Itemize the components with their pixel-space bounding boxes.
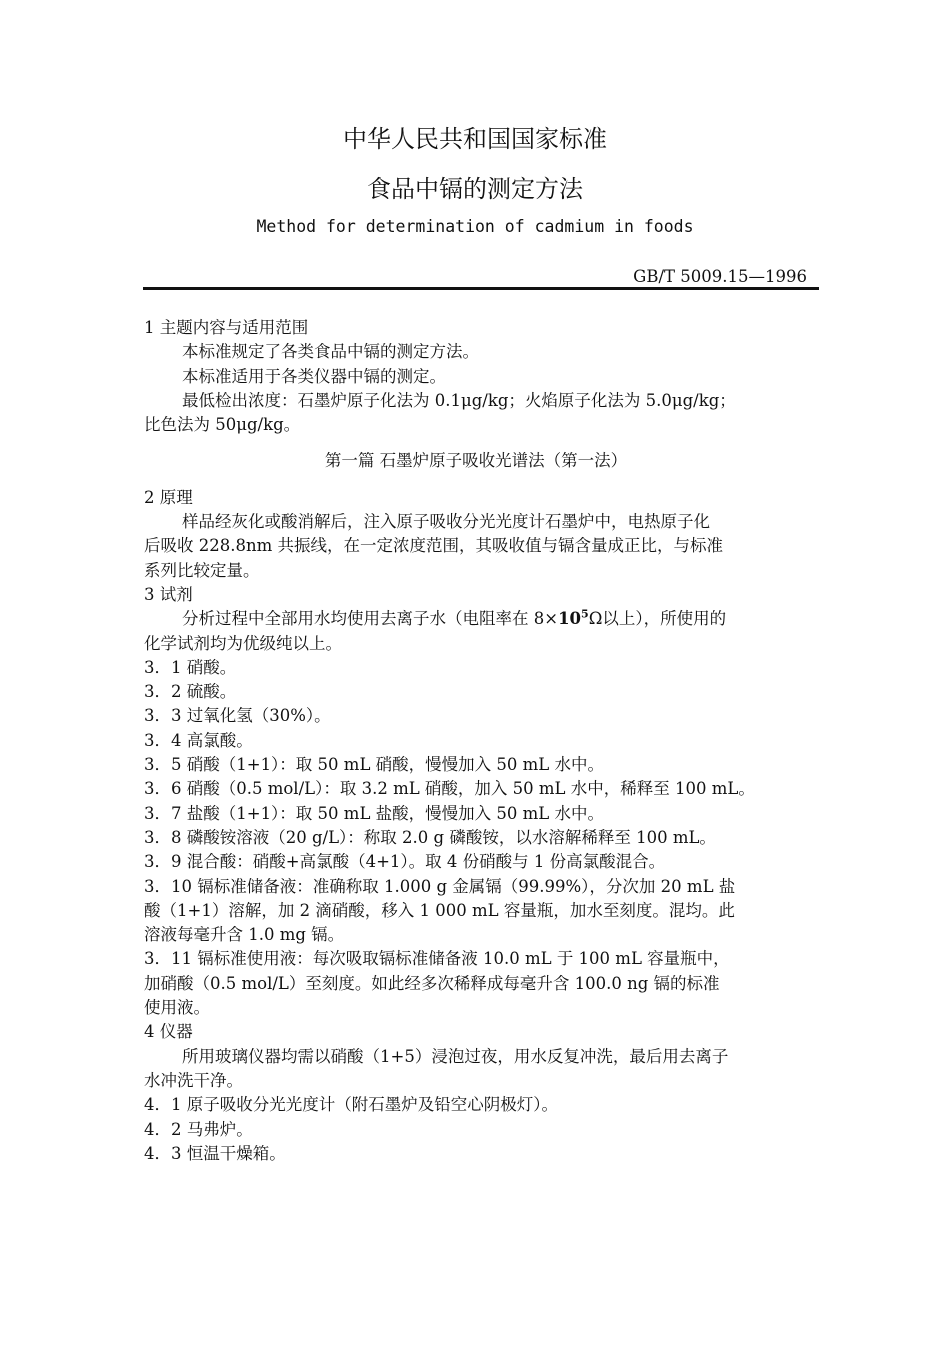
instrument-item: 4．3 恒温干燥箱。 [144,1143,286,1163]
intro-text: 分析过程中全部用水均使用去离子水（电阻率在 8× [182,609,559,629]
english-title: Method for determination of cadmium in foods [256,217,694,236]
reagent-item: 3．8 磷酸铵溶液（20 g/L）：称取 2.0 g 磷酸铵，以水溶解稀释至 100 mL。 [144,827,716,847]
section-1-paragraph: 本标准适用于各类仪器中镉的测定。 [182,366,446,386]
reagent-item-11-cont: 加硝酸（0.5 mol/L）至刻度。如此经多次稀释成每毫升含 100.0 ng 镉的标准 [144,973,720,993]
section-2-heading: 2 原理 [144,487,193,507]
section-1-heading: 1 主题内容与适用范围 [144,318,309,337]
header-divider [143,287,819,290]
section-2-line: 样品经灰化或酸消解后，注入原子吸收分光光度计石墨炉中，电热原子化 [182,512,710,532]
section-4-intro: 所用玻璃仪器均需以硝酸（1+5）浸泡过夜，用水反复冲洗，最后用去离子 [182,1046,729,1066]
reagent-item-11-cont: 使用液。 [144,998,210,1018]
document-body [144,316,808,1166]
intro-text: Ω以上），所使用的 [588,609,727,629]
section-1-paragraph: 最低检出浓度：石墨炉原子化法为 0.1μg/kg；火焰原子化法为 5.0μg/kg； [182,390,736,410]
instrument-item: 4．2 马弗炉。 [144,1119,253,1139]
reagent-item: 3．6 硝酸（0.5 mol/L）：取 3.2 mL 硝酸，加入 50 mL 水中，稀释至 100 mL。 [144,779,755,799]
document-subtitle: 食品中镉的测定方法 [367,175,583,203]
standard-number: GB/T 5009.15—1996 [633,267,807,286]
section-2-line: 后吸收 228.8nm 共振线，在一定浓度范围，其吸收值与镉含量成正比，与标准 [144,536,723,556]
reagent-item: 3．2 硫酸。 [144,682,237,702]
reagent-item: 3．5 硝酸（1+1）：取 50 mL 硝酸，慢慢加入 50 mL 水中。 [144,755,604,775]
reagent-item-11: 3．11 镉标准使用液：每次吸取镉标准储备液 10.0 mL 于 100 mL 容量瓶中， [144,949,730,969]
part-1-title: 第一篇 石墨炉原子吸收光谱法（第一法） [324,451,628,471]
section-4-intro-cont: 水冲洗干净。 [144,1070,243,1090]
reagent-item: 3．3 过氧化氢（30%）。 [144,706,331,726]
section-1-paragraph-cont: 比色法为 50μg/kg。 [144,415,301,435]
reagent-item-10: 3．10 镉标准储备液：准确称取 1.000 g 金属镉（99.99%），分次加 20 mL 盐 [144,876,736,896]
section-3-heading: 3 试剂 [144,584,193,604]
reagent-item: 3．1 硝酸。 [144,657,237,677]
power-exponent: 5 [581,607,589,621]
section-4-heading: 4 仪器 [144,1022,193,1042]
section-3-intro [144,607,808,631]
instrument-item: 4．1 原子吸收分光光度计（附石墨炉及铅空心阴极灯）。 [144,1095,558,1115]
document-title: 中华人民共和国国家标准 [343,125,607,153]
power-base: 10 [558,609,582,629]
section-2-line: 系列比较定量。 [144,560,260,580]
reagent-item-10-cont: 溶液每毫升含 1.0 mg 镉。 [144,925,345,945]
section-1-paragraph: 本标准规定了各类食品中镉的测定方法。 [182,342,479,362]
reagent-item: 3．9 混合酸：硝酸+高氯酸（4+1）。取 4 份硝酸与 1 份高氯酸混合。 [144,852,666,872]
reagent-item-10-cont: 酸（1+1）溶解，加 2 滴硝酸，移入 1 000 mL 容量瓶，加水至刻度。混均。此 [144,900,735,920]
reagent-item: 3．7 盐酸（1+1）：取 50 mL 盐酸，慢慢加入 50 mL 水中。 [144,803,604,823]
reagent-item: 3．4 高氯酸。 [144,730,253,750]
section-3-intro-cont: 化学试剂均为优级纯以上。 [144,633,342,653]
